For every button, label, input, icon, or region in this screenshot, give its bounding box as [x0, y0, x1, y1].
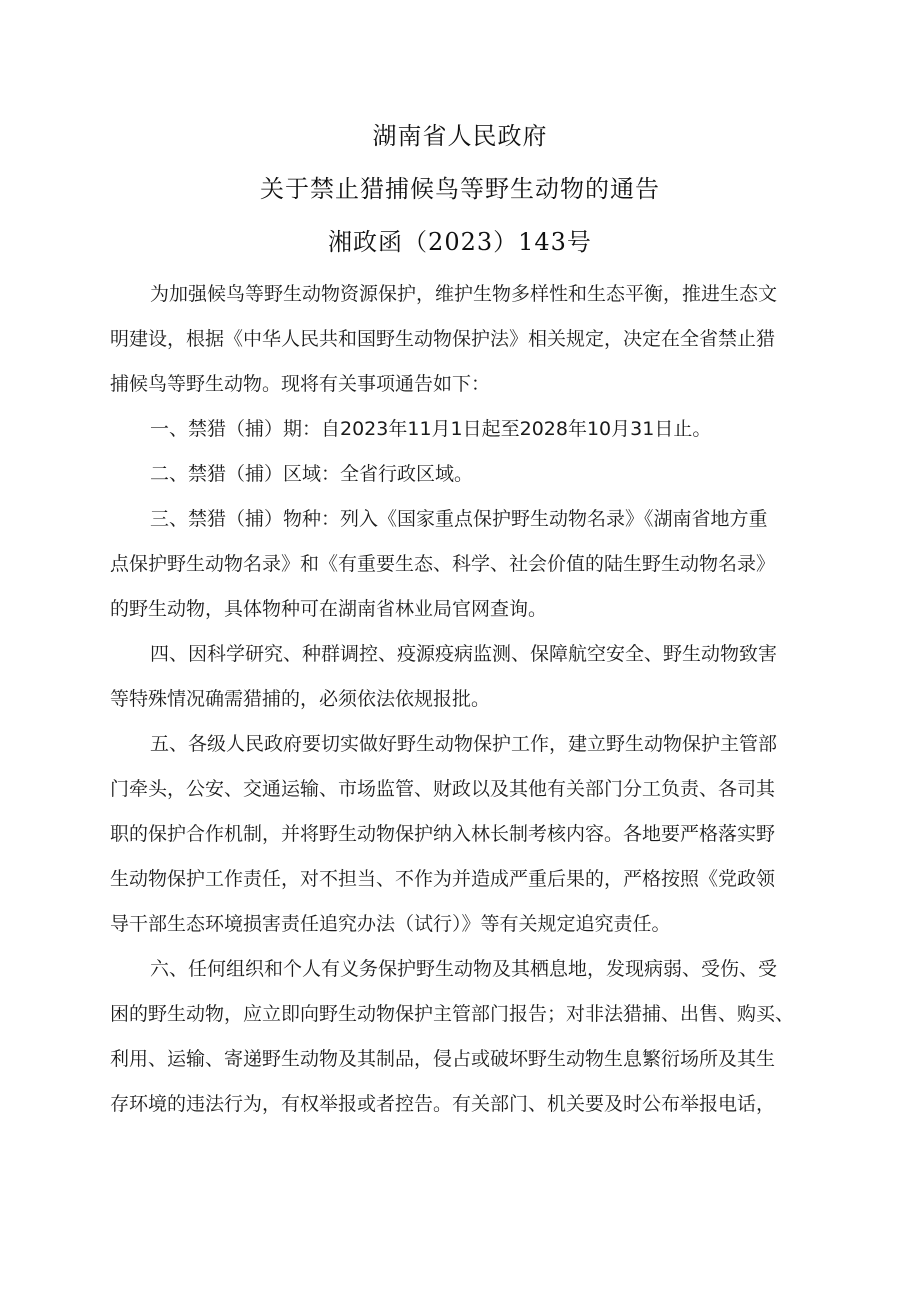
- item-4-paragraph: [110, 632, 816, 722]
- paragraph-line: 等特殊情况确需猎捕的，必须依法依规报批。: [110, 688, 491, 710]
- paragraph-line: 困的野生动物，应立即向野生动物保护主管部门报告；对非法猎捕、出售、购买、: [110, 1003, 795, 1025]
- item-6-paragraph: [110, 947, 816, 1127]
- paragraph-line: 导干部生态环境损害责任追究办法（试行）》等有关规定追究责任。: [110, 913, 671, 935]
- paragraph-line: 二、禁猎（捕）区域：全省行政区域。: [150, 463, 474, 485]
- notice-title: 关于禁止猎捕候鸟等野生动物的通告: [260, 175, 660, 203]
- document-body: [110, 272, 816, 1127]
- intro-paragraph: [110, 272, 816, 407]
- document-number: 湘政函（2023）143号: [328, 228, 592, 256]
- issuer-title: 湖南省人民政府: [372, 122, 548, 150]
- paragraph-line: 存环境的违法行为，有权举报或者控告。有关部门、机关要及时公布举报电话，: [110, 1093, 776, 1115]
- paragraph-line: 五、各级人民政府要切实做好野生动物保护工作，建立野生动物保护主管部: [150, 733, 778, 755]
- item-5-paragraph: [110, 722, 816, 947]
- paragraph-line: 为加强候鸟等野生动物资源保护，维护生物多样性和生态平衡，推进生态文: [150, 283, 778, 305]
- item-3-paragraph: [110, 497, 816, 632]
- paragraph-line: 三、禁猎（捕）物种：列入《国家重点保护野生动物名录》《湖南省地方重: [150, 508, 768, 530]
- paragraph-line: 明建设，根据《中华人民共和国野生动物保护法》相关规定，决定在全省禁止猎: [110, 328, 776, 350]
- paragraph-line: 生动物保护工作责任，对不担当、不作为并造成严重后果的，严格按照《党政领: [110, 868, 776, 890]
- paragraph-line: 六、任何组织和个人有义务保护野生动物及其栖息地，发现病弱、受伤、受: [150, 958, 778, 980]
- item-2-paragraph: [110, 452, 816, 497]
- document-header: [0, 124, 920, 283]
- paragraph-line: 点保护野生动物名录》和《有重要生态、科学、社会价值的陆生野生动物名录》: [110, 553, 776, 575]
- paragraph-line: 四、因科学研究、种群调控、疫源疫病监测、保障航空安全、野生动物致害: [150, 643, 778, 665]
- paragraph-line: 门牵头，公安、交通运输、市场监管、财政以及其他有关部门分工负责、各司其: [110, 778, 776, 800]
- item-1-paragraph: [110, 407, 816, 452]
- paragraph-line: 捕候鸟等野生动物。现将有关事项通告如下：: [110, 373, 491, 395]
- paragraph-line: 利用、运输、寄递野生动物及其制品，侵占或破坏野生动物生息繁衍场所及其生: [110, 1048, 776, 1070]
- paragraph-line: 的野生动物，具体物种可在湖南省林业局官网查询。: [110, 598, 548, 620]
- paragraph-line: 职的保护合作机制，并将野生动物保护纳入林长制考核内容。各地要严格落实野: [110, 823, 776, 845]
- paragraph-line: 一、禁猎（捕）期：自2023年11月1日起至2028年10月31日止。: [150, 418, 712, 440]
